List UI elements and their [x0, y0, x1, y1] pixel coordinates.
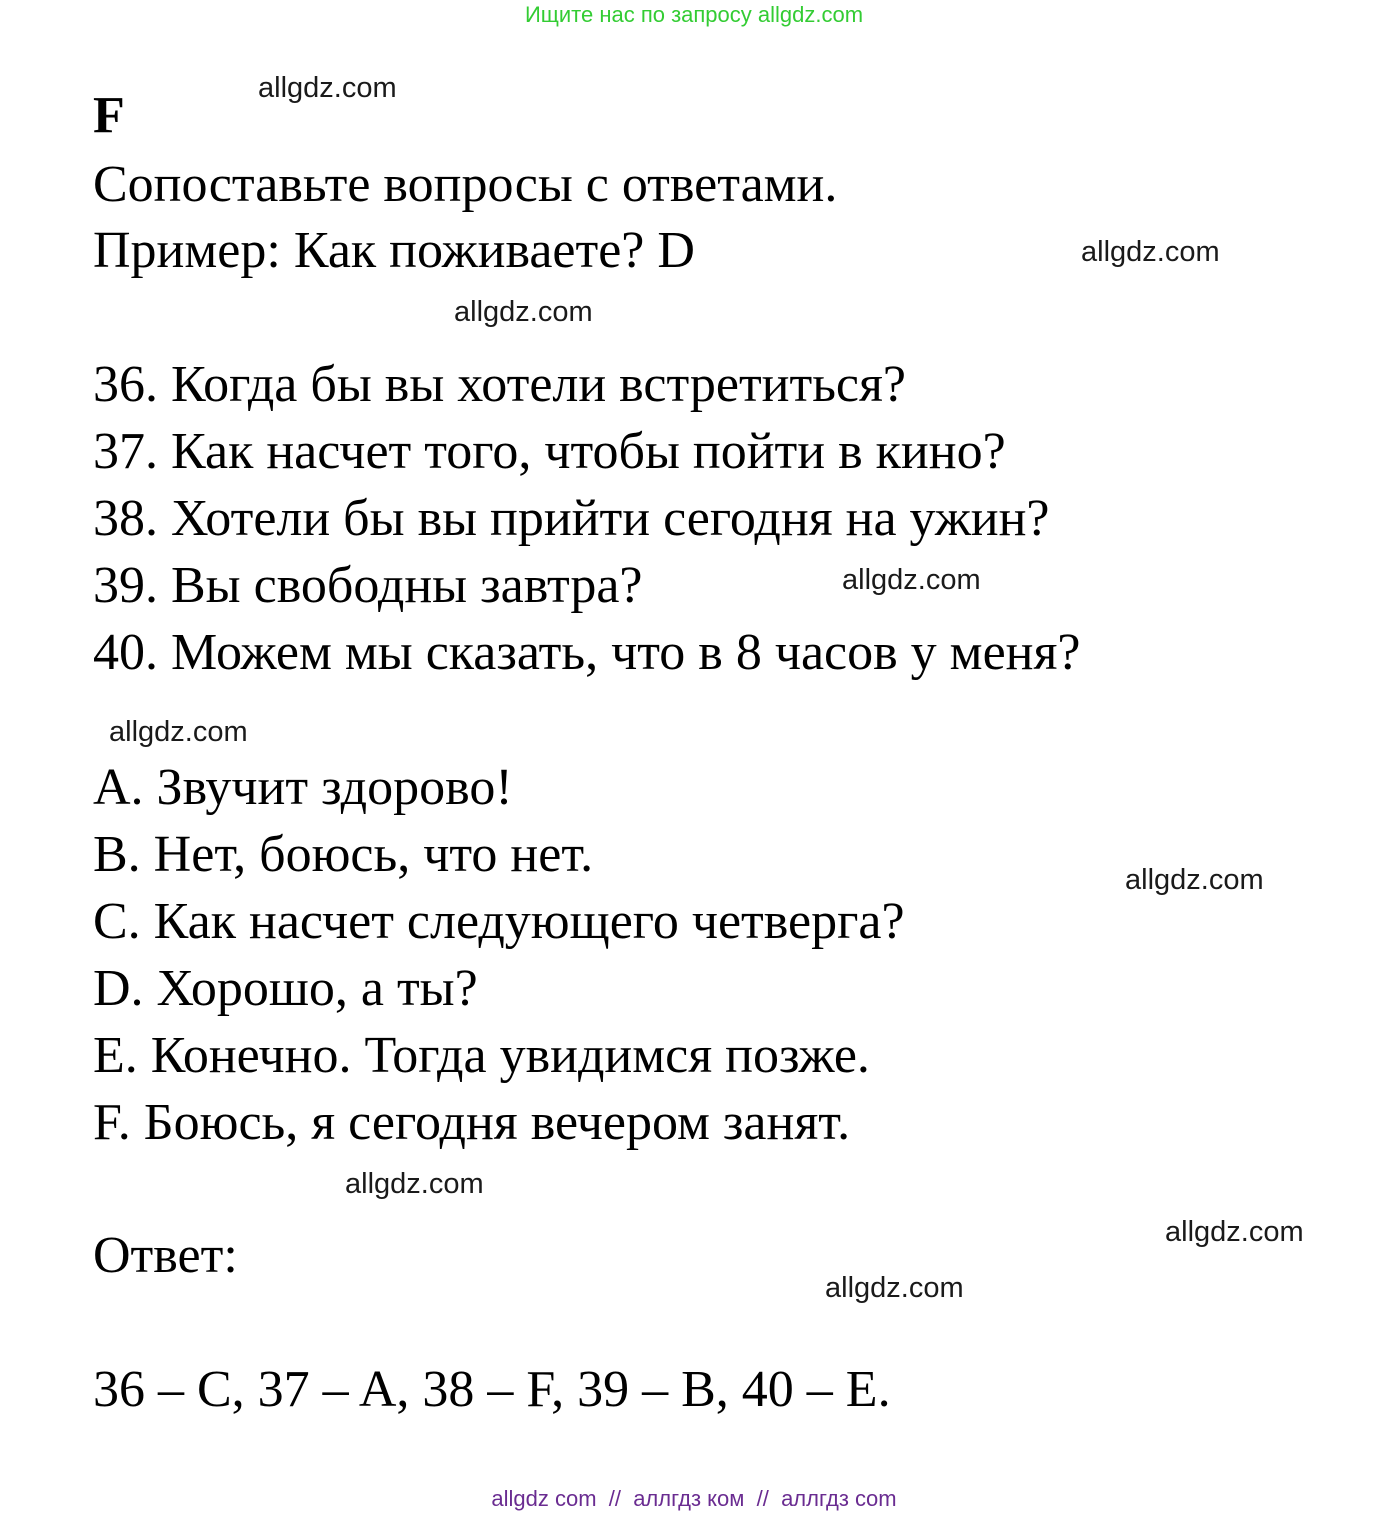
option-f: F. Боюсь, я сегодня вечером занят. — [93, 1094, 851, 1151]
watermark: allgdz.com — [825, 1272, 964, 1304]
watermark: allgdz.com — [1165, 1216, 1304, 1248]
question-36: 36. Когда бы вы хотели встретиться? — [93, 356, 907, 413]
option-b: B. Нет, боюсь, что нет. — [93, 826, 594, 883]
option-a: A. Звучит здорово! — [93, 759, 513, 816]
question-39: 39. Вы свободны завтра? — [93, 557, 643, 614]
watermark: allgdz.com — [258, 72, 397, 104]
option-e: E. Конечно. Тогда увидимся позже. — [93, 1027, 870, 1084]
top-banner: Ищите нас по запросу allgdz.com — [524, 2, 864, 27]
question-38: 38. Хотели бы вы прийти сегодня на ужин? — [93, 490, 1050, 547]
task-example: Пример: Как поживаете? D — [93, 222, 695, 279]
task-instruction: Сопоставьте вопросы с ответами. — [93, 156, 838, 213]
option-d: D. Хорошо, а ты? — [93, 960, 478, 1017]
watermark: allgdz.com — [1081, 236, 1220, 268]
footer-links: allgdz com // аллгдз ком // аллгдз com — [491, 1486, 897, 1511]
question-40: 40. Можем мы сказать, что в 8 часов у меня? — [93, 624, 1081, 681]
answer-text: 36 – C, 37 – A, 38 – F, 39 – B, 40 – E. — [93, 1361, 891, 1418]
answer-label: Ответ: — [93, 1227, 238, 1284]
watermark: allgdz.com — [454, 296, 593, 328]
question-37: 37. Как насчет того, чтобы пойти в кино? — [93, 423, 1006, 480]
watermark: allgdz.com — [1125, 864, 1264, 896]
section-letter: F — [93, 87, 125, 144]
watermark: allgdz.com — [842, 564, 981, 596]
watermark: allgdz.com — [345, 1168, 484, 1200]
option-c: C. Как насчет следующего четверга? — [93, 893, 905, 950]
watermark: allgdz.com — [109, 716, 248, 748]
